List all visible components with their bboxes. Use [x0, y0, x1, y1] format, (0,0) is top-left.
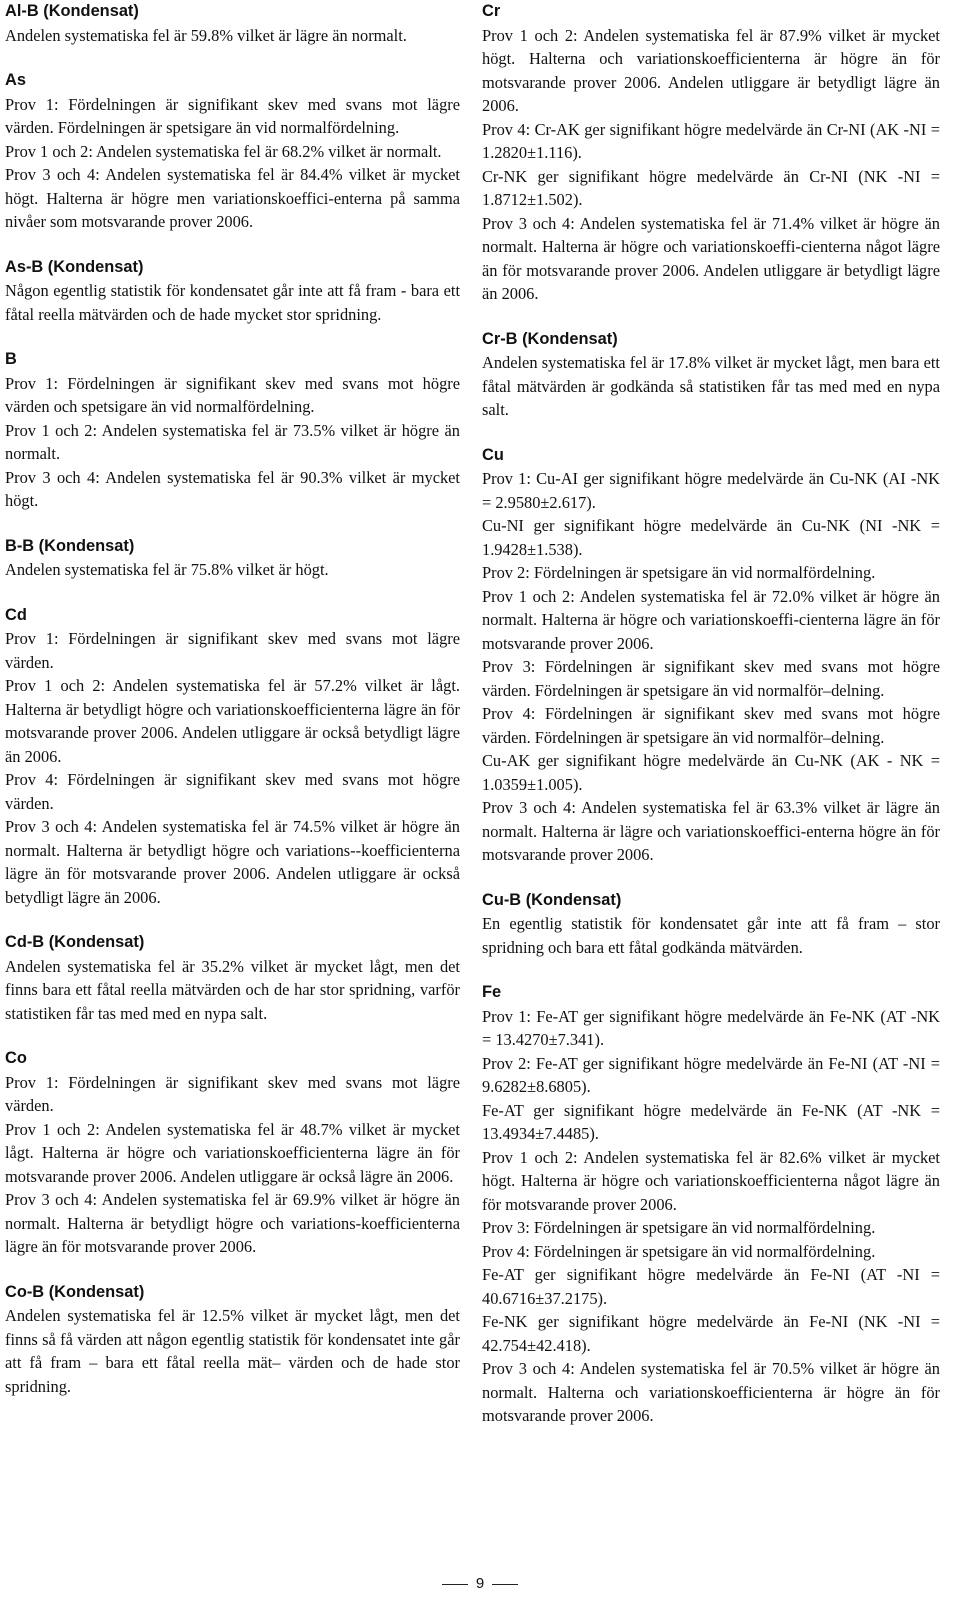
paragraph: Prov 1: Cu-AI ger signifikant högre medelvärde än Cu-NK (AI -NK = 2.9580±2.617).: [482, 469, 940, 512]
section-heading: Fe: [482, 983, 502, 1001]
page-footer: [0, 1575, 960, 1592]
paragraph: Prov 1 och 2: Andelen systematiska fel är 73.5% vilket är högre än normalt.: [5, 420, 460, 463]
paragraph: Prov 3: Fördelningen är signifikant skev med svans mot högre värden. Fördelningen är spetsigare än vid normalför–delning.: [482, 657, 940, 700]
page-number: 9: [475, 1575, 485, 1592]
section: [5, 69, 460, 234]
paragraph: En egentlig statistik för kondensatet går inte att få fram – stor spridning och bara ett fåtal godkända mätvärden.: [482, 914, 940, 957]
section: [5, 0, 460, 47]
paragraph: Prov 1 och 2: Andelen systematiska fel är 72.0% vilket är högre än normalt. Halterna är högre och variationskoeffi-cienterna lägre än för motsvarande prover 2006.: [482, 586, 940, 653]
paragraph: Cr-NK ger signifikant högre medelvärde än Cr-NI (NK -NI = 1.8712±1.502).: [482, 166, 940, 209]
section: [482, 0, 940, 306]
section: [482, 444, 940, 867]
section: [482, 981, 940, 1428]
section: [482, 328, 940, 422]
paragraph: Prov 4: Cr-AK ger signifikant högre medelvärde än Cr-NI (AK -NI = 1.2820±1.116).: [482, 119, 940, 162]
paragraph: Cu-NI ger signifikant högre medelvärde än Cu-NK (NI -NK = 1.9428±1.538).: [482, 516, 940, 559]
paragraph: Prov 4: Fördelningen är spetsigare än vid normalfördelning.: [482, 1241, 876, 1261]
paragraph: Andelen systematiska fel är 75.8% vilket är högt.: [5, 560, 329, 579]
section: [482, 889, 940, 960]
footer-dash-right: [492, 1584, 518, 1585]
section-heading: B-B (Kondensat): [5, 536, 135, 555]
paragraph: Prov 3 och 4: Andelen systematiska fel är 90.3% vilket är mycket högt.: [5, 467, 460, 510]
paragraph: Prov 3: Fördelningen är spetsigare än vid normalfördelning.: [482, 1218, 876, 1237]
footer-dash-left: [442, 1584, 468, 1585]
paragraph: Cu-AK ger signifikant högre medelvärde än Cu-NK (AK - NK = 1.0359±1.005).: [482, 751, 940, 794]
paragraph: Prov 3 och 4: Andelen systematiska fel är 63.3% vilket är lägre än normalt. Halterna är lägre och variationskoeffici-enterna högre än för motsvarande prover 2006.: [482, 798, 940, 864]
section: [5, 604, 460, 910]
paragraph: Prov 3 och 4: Andelen systematiska fel är 84.4% vilket är mycket högt. Halterna är högre men variationskoeffici-enterna på samma nivåer som motsvarande prover 2006.: [5, 165, 460, 231]
paragraph: Prov 2: Fördelningen är spetsigare än vid normalfördelning.: [482, 563, 876, 582]
section-heading: Cu-B (Kondensat): [482, 890, 622, 909]
section: [5, 931, 460, 1025]
paragraph: Någon egentlig statistik för kondensatet går inte att få fram - bara ett fåtal reella mätvärden och de hade mycket stor spridning.: [5, 281, 460, 324]
paragraph: Prov 1: Fördelningen är signifikant skev med svans mot lägre värden.: [5, 629, 460, 672]
paragraph: Andelen systematiska fel är 35.2% vilket är mycket lågt, men det finns bara ett fåtal reella mätvärden och de har stor spridning, varför statistiken får tas med med en nypa salt.: [5, 956, 460, 1023]
section-heading: Co-B (Kondensat): [5, 1282, 145, 1301]
section: [5, 535, 460, 582]
section-heading: Al-B (Kondensat): [5, 2, 139, 20]
paragraph: Prov 1 och 2: Andelen systematiska fel är 57.2% vilket är lågt. Halterna är betydligt högre och variationskoefficienterna lägre än för motsvarande prover 2006. Andelen utliggare är också betydligt lägre än 2006.: [5, 676, 460, 766]
paragraph: Andelen systematiska fel är 59.8% vilket är lägre än normalt.: [5, 25, 407, 45]
section-heading: Cr: [482, 2, 501, 20]
paragraph: Prov 1: Fördelningen är signifikant skev med svans mot högre värden och spetsigare än vid normalfördelning.: [5, 373, 460, 416]
section-heading: As-B (Kondensat): [5, 257, 144, 276]
section: [5, 348, 460, 513]
section: [5, 1047, 460, 1259]
paragraph: Prov 1 och 2: Andelen systematiska fel är 68.2% vilket är normalt.: [5, 141, 442, 161]
section-heading: Cr-B (Kondensat): [482, 329, 618, 348]
paragraph: Prov 1 och 2: Andelen systematiska fel är 48.7% vilket är mycket lågt. Halterna är högre och variationskoefficienterna lägre än för motsvarande prover 2006. Andelen utliggare är också lägre än 2006.: [5, 1119, 460, 1186]
paragraph: Prov 3 och 4: Andelen systematiska fel är 69.9% vilket är högre än normalt. Halterna är betydligt högre och variations-koefficienterna lägre än för motsvarande prover 2006.: [5, 1190, 460, 1256]
section-heading: As: [5, 71, 26, 89]
section-heading: Co: [5, 1049, 27, 1067]
paragraph: Fe-AT ger signifikant högre medelvärde än Fe-NI (AT -NI = 40.6716±37.2175).: [482, 1265, 940, 1308]
left-column: [5, 0, 460, 1398]
paragraph: Prov 3 och 4: Andelen systematiska fel är 74.5% vilket är högre än normalt. Halterna är betydligt högre och variations--koefficienterna lägre än för motsvarande prover 2006. Andelen utliggare är också betydligt lägre än 2006.: [5, 817, 460, 907]
paragraph: Prov 3 och 4: Andelen systematiska fel är 71.4% vilket är högre än normalt. Halterna är högre och variationskoeffi-cienterna något lägre än för motsvarande prover 2006. Andelen utliggare är betydligt lägre än 2006.: [482, 213, 940, 303]
paragraph: Prov 1 och 2: Andelen systematiska fel är 87.9% vilket är mycket högt. Halterna och variationskoefficienterna är högre än för motsvarande prover 2006. Andelen utliggare är betydligt lägre än 2006.: [482, 25, 940, 115]
right-column: [482, 0, 940, 1428]
paragraph: Prov 2: Fe-AT ger signifikant högre medelvärde än Fe-NI (AT -NI = 9.6282±8.6805).: [482, 1053, 940, 1096]
paragraph: Prov 1: Fe-AT ger signifikant högre medelvärde än Fe-NK (AT -NK = 13.4270±7.341).: [482, 1006, 940, 1049]
section: [5, 256, 460, 327]
paragraph: Prov 1: Fördelningen är signifikant skev med svans mot lägre värden. Fördelningen är spetsigare än vid normalfördelning.: [5, 94, 460, 137]
paragraph: Fe-AT ger signifikant högre medelvärde än Fe-NK (AT -NK = 13.4934±7.4485).: [482, 1100, 940, 1143]
paragraph: Fe-NK ger signifikant högre medelvärde än Fe-NI (NK -NI = 42.754±42.418).: [482, 1312, 940, 1355]
section-heading: Cd-B (Kondensat): [5, 933, 145, 951]
section-heading: B: [5, 350, 17, 368]
paragraph: Prov 3 och 4: Andelen systematiska fel är 70.5% vilket är högre än normalt. Halterna och variationskoefficienterna är högre än för motsvarande prover 2006.: [482, 1359, 940, 1425]
section: [5, 1281, 460, 1399]
section-heading: Cu: [482, 445, 504, 464]
paragraph: Prov 1: Fördelningen är signifikant skev med svans mot lägre värden.: [5, 1072, 460, 1115]
paragraph: Prov 4: Fördelningen är signifikant skev med svans mot högre värden.: [5, 770, 460, 813]
paragraph: Prov 4: Fördelningen är signifikant skev med svans mot högre värden. Fördelningen är spetsigare än vid normalför–delning.: [482, 704, 940, 747]
paragraph: Andelen systematiska fel är 17.8% vilket är mycket lågt, men bara ett fåtal mätvärden är godkända så statistiken får tas med med en nypa salt.: [482, 353, 940, 419]
paragraph: Prov 1 och 2: Andelen systematiska fel är 82.6% vilket är mycket högt. Halterna är högre och variationskoefficienterna något lägre än för motsvarande prover 2006.: [482, 1147, 940, 1214]
section-heading: Cd: [5, 605, 27, 624]
paragraph: Andelen systematiska fel är 12.5% vilket är mycket lågt, men det finns så få värden att någon egentlig statistik för kondensatet inte går att få fram – bara ett fåtal reella mät– värden och de hade stor spridning.: [5, 1306, 460, 1396]
